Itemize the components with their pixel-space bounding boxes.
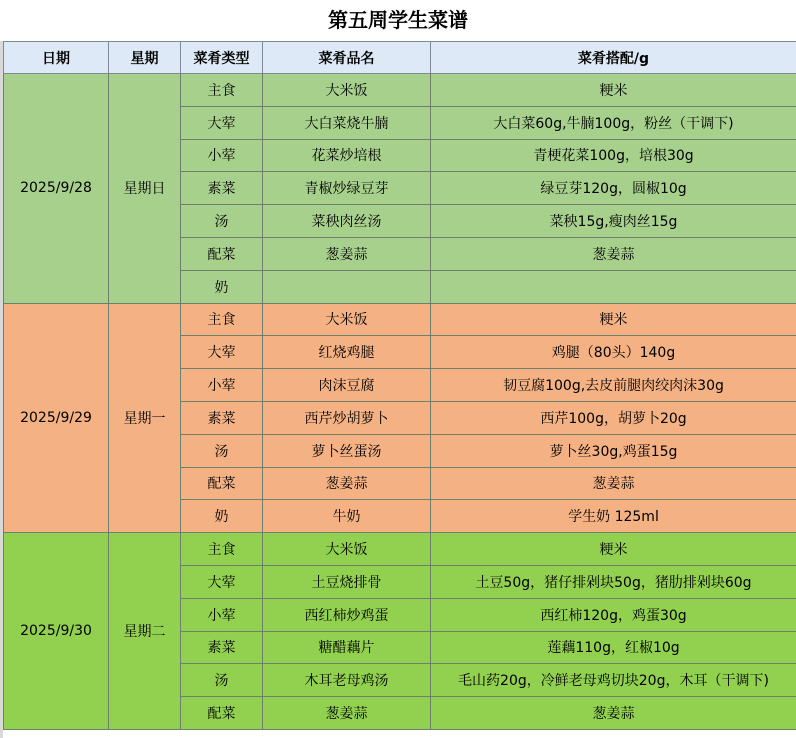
header-weekday: 星期 (109, 42, 181, 74)
dish-name-cell[interactable]: 青椒炒绿豆芽 (263, 172, 431, 205)
ingredients-cell[interactable]: 粳米 (431, 74, 796, 107)
ingredients-cell[interactable]: 萝卜丝30g,鸡蛋15g (431, 434, 796, 467)
dish-name-cell[interactable]: 葱姜蒜 (263, 237, 431, 270)
dish-type-cell[interactable]: 汤 (181, 434, 263, 467)
table-row (4, 303, 796, 336)
ingredients-cell[interactable]: 鸡腿（80头）140g (431, 336, 796, 369)
dish-type-cell[interactable]: 主食 (181, 303, 263, 336)
dish-type-cell[interactable]: 大荤 (181, 106, 263, 139)
header-dish-name: 菜肴品名 (263, 42, 431, 74)
ingredients-cell[interactable]: 毛山药20g，冷鲜老母鸡切块20g，木耳（干调下) (431, 664, 796, 697)
ingredients-cell[interactable]: 葱姜蒜 (431, 467, 796, 500)
ingredients-cell[interactable]: 西红柿120g，鸡蛋30g (431, 598, 796, 631)
table-row (4, 74, 796, 107)
dish-type-cell[interactable]: 配菜 (181, 467, 263, 500)
dish-name-cell[interactable]: 西芹炒胡萝卜 (263, 401, 431, 434)
dish-name-cell[interactable]: 大米饭 (263, 303, 431, 336)
ingredients-cell[interactable]: 土豆50g，猪仔排剁块50g，猪肋排剁块60g (431, 565, 796, 598)
dish-name-cell[interactable]: 萝卜丝蛋汤 (263, 434, 431, 467)
ingredients-cell[interactable]: 粳米 (431, 533, 796, 566)
header-ingredients: 菜肴搭配/g (431, 42, 796, 74)
dish-name-cell[interactable]: 糖醋藕片 (263, 631, 431, 664)
header-dish-type: 菜肴类型 (181, 42, 263, 74)
ingredients-cell[interactable]: 青梗花菜100g，培根30g (431, 139, 796, 172)
table-row (4, 533, 796, 566)
page-title: 第五周学生菜谱 (0, 0, 796, 41)
header-date: 日期 (4, 42, 109, 74)
dish-type-cell[interactable]: 配菜 (181, 697, 263, 730)
ingredients-cell[interactable]: 菜秧15g,瘦肉丝15g (431, 205, 796, 238)
dish-type-cell[interactable]: 素菜 (181, 172, 263, 205)
menu-table (3, 41, 796, 730)
dish-name-cell[interactable]: 花菜炒培根 (263, 139, 431, 172)
ingredients-cell[interactable]: 葱姜蒜 (431, 237, 796, 270)
dish-name-cell[interactable]: 葱姜蒜 (263, 697, 431, 730)
dish-name-cell[interactable]: 葱姜蒜 (263, 467, 431, 500)
date-cell[interactable]: 2025/9/30 (4, 533, 109, 730)
ingredients-cell[interactable]: 莲藕110g，红椒10g (431, 631, 796, 664)
ingredients-cell[interactable]: 韧豆腐100g,去皮前腿肉绞肉沫30g (431, 369, 796, 402)
dish-name-cell[interactable]: 肉沫豆腐 (263, 369, 431, 402)
weekday-cell[interactable]: 星期日 (109, 74, 181, 304)
dish-type-cell[interactable]: 小荤 (181, 598, 263, 631)
dish-type-cell[interactable]: 素菜 (181, 631, 263, 664)
dish-name-cell[interactable]: 菜秧肉丝汤 (263, 205, 431, 238)
ingredients-cell[interactable] (431, 270, 796, 303)
dish-type-cell[interactable]: 大荤 (181, 565, 263, 598)
dish-type-cell[interactable]: 奶 (181, 270, 263, 303)
date-cell[interactable]: 2025/9/29 (4, 303, 109, 533)
weekday-cell[interactable]: 星期二 (109, 533, 181, 730)
dish-type-cell[interactable]: 小荤 (181, 139, 263, 172)
dish-type-cell[interactable]: 主食 (181, 74, 263, 107)
dish-type-cell[interactable]: 主食 (181, 533, 263, 566)
ingredients-cell[interactable]: 绿豆芽120g，圆椒10g (431, 172, 796, 205)
ingredients-cell[interactable]: 粳米 (431, 303, 796, 336)
dish-type-cell[interactable]: 汤 (181, 664, 263, 697)
dish-type-cell[interactable]: 小荤 (181, 369, 263, 402)
ingredients-cell[interactable]: 葱姜蒜 (431, 697, 796, 730)
ingredients-cell[interactable]: 西芹100g，胡萝卜20g (431, 401, 796, 434)
ingredients-cell[interactable]: 大白菜60g,牛腩100g，粉丝（干调下) (431, 106, 796, 139)
dish-type-cell[interactable]: 配菜 (181, 237, 263, 270)
date-cell[interactable]: 2025/9/28 (4, 74, 109, 304)
dish-name-cell[interactable] (263, 270, 431, 303)
dish-name-cell[interactable]: 大白菜烧牛腩 (263, 106, 431, 139)
dish-type-cell[interactable]: 大荤 (181, 336, 263, 369)
dish-type-cell[interactable]: 奶 (181, 500, 263, 533)
dish-name-cell[interactable]: 西红柿炒鸡蛋 (263, 598, 431, 631)
dish-name-cell[interactable]: 土豆烧排骨 (263, 565, 431, 598)
dish-name-cell[interactable]: 红烧鸡腿 (263, 336, 431, 369)
dish-name-cell[interactable]: 木耳老母鸡汤 (263, 664, 431, 697)
weekday-cell[interactable]: 星期一 (109, 303, 181, 533)
ingredients-cell[interactable]: 学生奶 125ml (431, 500, 796, 533)
sheet-left-edge (0, 41, 3, 738)
dish-type-cell[interactable]: 素菜 (181, 401, 263, 434)
dish-type-cell[interactable]: 汤 (181, 205, 263, 238)
dish-name-cell[interactable]: 大米饭 (263, 74, 431, 107)
dish-name-cell[interactable]: 大米饭 (263, 533, 431, 566)
header-row (4, 42, 796, 74)
dish-name-cell[interactable]: 牛奶 (263, 500, 431, 533)
